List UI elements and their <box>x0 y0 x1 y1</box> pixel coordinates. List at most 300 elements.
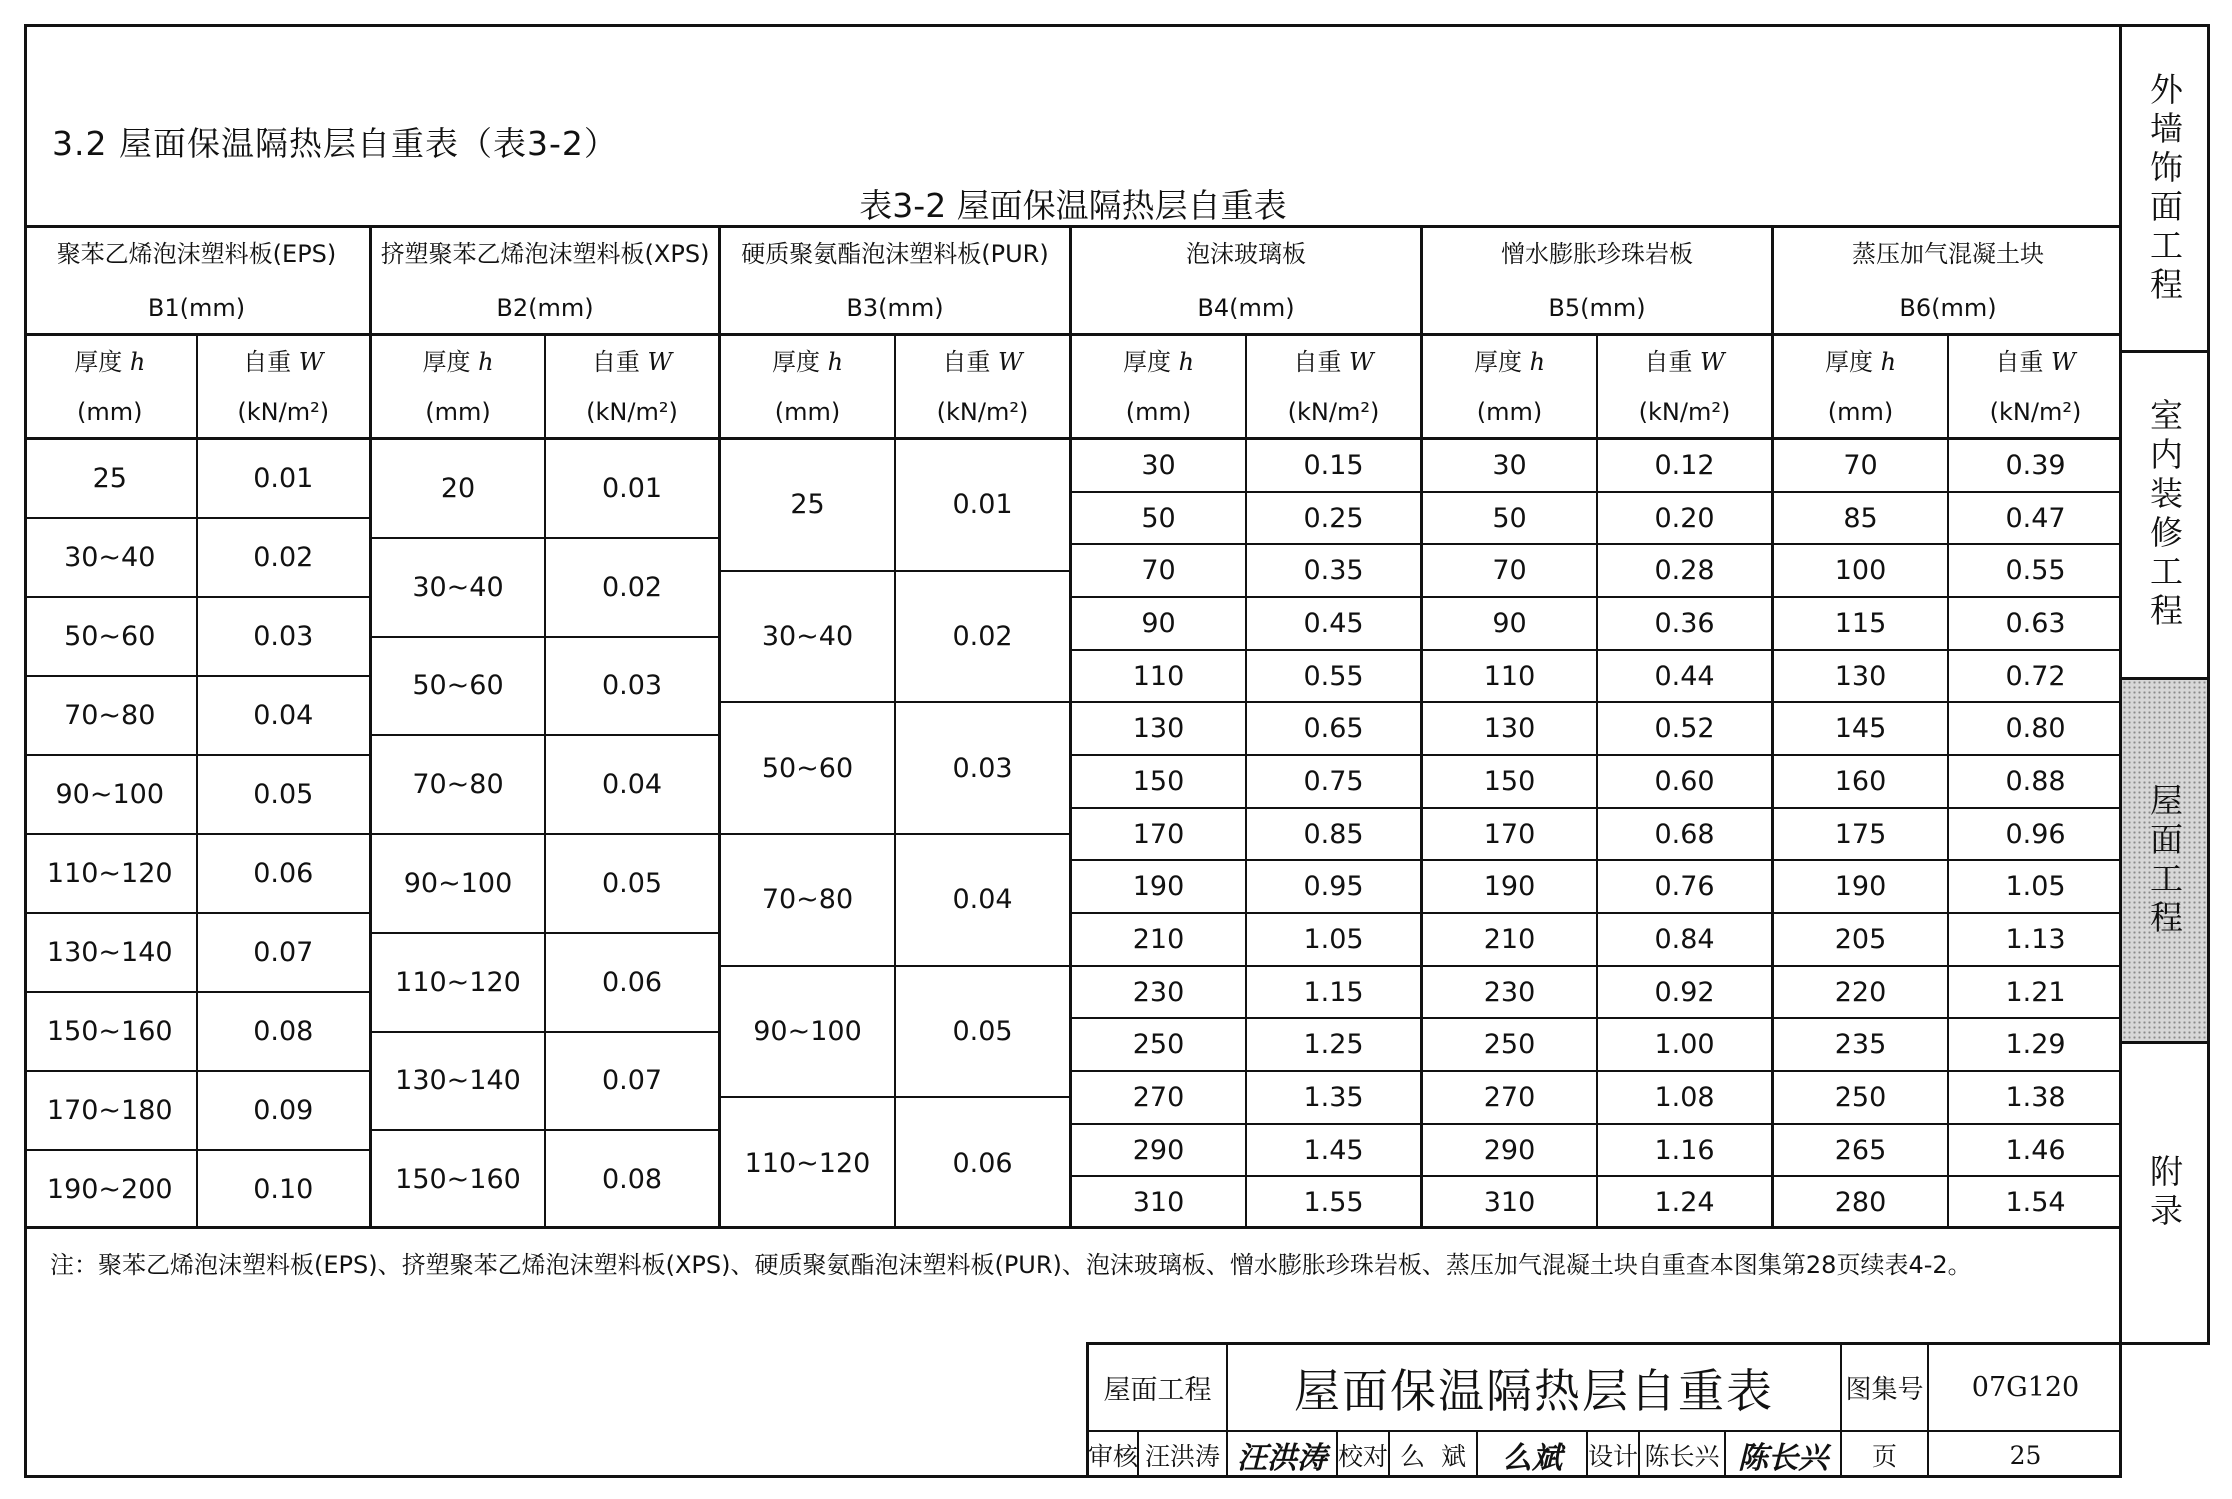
table-row <box>1774 1072 2122 1125</box>
material-group <box>372 228 721 1228</box>
thickness-cell: 145 <box>1774 703 1949 754</box>
weight-label: 自重 W <box>942 347 1023 376</box>
thickness-cell: 190 <box>1072 861 1247 912</box>
table-row <box>1072 914 1420 967</box>
material-code: B1(mm) <box>147 293 246 322</box>
table-row <box>24 440 369 519</box>
table-row <box>1072 861 1420 914</box>
weight-label: 自重 W <box>1293 347 1374 376</box>
table-row <box>1774 1019 2122 1072</box>
weight-unit: (kN/m²) <box>1989 397 2082 426</box>
side-tab[interactable] <box>2122 1044 2207 1342</box>
weight-cell: 0.08 <box>601 1164 663 1196</box>
side-tab-label: 室内装修工程 <box>2145 398 2184 632</box>
thickness-unit: (mm) <box>1125 397 1192 426</box>
table-row <box>372 835 718 934</box>
weight-cell: 0.07 <box>601 1065 663 1097</box>
table-row <box>372 638 718 737</box>
table-row <box>24 756 369 835</box>
weight-cell: 0.39 <box>2005 449 2066 481</box>
thickness-label: 厚度 h <box>422 347 494 376</box>
table-row <box>372 934 718 1033</box>
weight-cell: 0.20 <box>1654 502 1715 534</box>
table-row <box>372 1131 718 1228</box>
material-group <box>1072 228 1423 1228</box>
material-code: B6(mm) <box>1899 293 1997 322</box>
thickness-cell: 25 <box>721 440 896 570</box>
table-row <box>1072 809 1420 862</box>
weight-cell: 0.25 <box>1303 502 1364 534</box>
thickness-cell: 30~40 <box>24 519 198 596</box>
table-row <box>1072 1072 1420 1125</box>
thickness-cell: 130 <box>1423 703 1598 754</box>
section-title: 3.2 屋面保温隔热层自重表（表3-2） <box>52 124 618 163</box>
tb-design-label: 设计 <box>1588 1432 1640 1478</box>
thickness-cell: 190 <box>1423 861 1598 912</box>
table-row <box>24 914 369 993</box>
table-row <box>24 835 369 914</box>
thickness-cell: 310 <box>1072 1177 1247 1228</box>
thickness-cell: 150 <box>1072 756 1247 807</box>
table-row <box>1423 1072 1771 1125</box>
weight-cell: 1.15 <box>1303 976 1364 1008</box>
table-row <box>372 736 718 835</box>
table-row <box>1072 1019 1420 1072</box>
weight-header <box>896 336 1069 437</box>
tb-review-label: 审核 <box>1089 1432 1139 1478</box>
side-tab[interactable] <box>2122 680 2207 1044</box>
column-headers <box>1774 336 2122 440</box>
weight-cell: 0.85 <box>1303 818 1364 850</box>
table-row <box>721 967 1069 1099</box>
table-row <box>372 1033 718 1132</box>
tb-check-signature: 么斌 <box>1478 1432 1588 1478</box>
title-block-top-row <box>1089 1345 2122 1432</box>
thickness-cell: 220 <box>1774 967 1949 1018</box>
material-group <box>24 228 372 1228</box>
table-row <box>1072 756 1420 809</box>
weight-label: 自重 W <box>1644 347 1725 376</box>
weight-unit: (kN/m²) <box>1638 397 1731 426</box>
data-rows <box>1774 440 2122 1228</box>
weight-cell: 0.44 <box>1654 660 1715 692</box>
table-row <box>1072 967 1420 1020</box>
table-row <box>1774 598 2122 651</box>
tb-atlas-label: 图集号 <box>1842 1345 1929 1430</box>
table-row <box>372 440 718 539</box>
weight-cell: 0.45 <box>1303 607 1364 639</box>
weight-cell: 1.05 <box>1303 923 1364 955</box>
thickness-cell: 70~80 <box>372 736 546 833</box>
thickness-header <box>1423 336 1598 437</box>
table-row <box>1423 914 1771 967</box>
weight-cell: 0.65 <box>1303 713 1364 745</box>
table-grid <box>24 225 2122 1228</box>
table-row <box>1423 1177 1771 1228</box>
column-headers <box>721 336 1069 440</box>
thickness-cell: 210 <box>1423 914 1598 965</box>
tb-designer: 陈长兴 <box>1640 1432 1726 1478</box>
thickness-unit: (mm) <box>774 397 841 426</box>
weight-cell: 0.95 <box>1303 871 1364 903</box>
thickness-cell: 190 <box>1774 861 1949 912</box>
material-name: 挤塑聚苯乙烯泡沫塑料板(XPS) <box>380 239 710 268</box>
thickness-cell: 70 <box>1423 545 1598 596</box>
thickness-cell: 250 <box>1774 1072 1949 1123</box>
weight-cell: 0.04 <box>952 884 1013 916</box>
group-header <box>721 228 1069 336</box>
table-row <box>1072 545 1420 598</box>
table-title: 表3-2 屋面保温隔热层自重表 <box>859 186 1287 225</box>
weight-unit: (kN/m²) <box>1287 397 1380 426</box>
thickness-label: 厚度 h <box>1824 347 1897 376</box>
weight-label: 自重 W <box>591 347 673 376</box>
thickness-label: 厚度 h <box>74 347 146 376</box>
thickness-cell: 290 <box>1423 1125 1598 1176</box>
thickness-unit: (mm) <box>77 397 143 426</box>
table-row <box>1072 1177 1420 1228</box>
material-group <box>1774 228 2122 1228</box>
weight-cell: 0.09 <box>253 1095 314 1126</box>
table-row <box>1072 598 1420 651</box>
thickness-cell: 205 <box>1774 914 1949 965</box>
thickness-cell: 90 <box>1072 598 1247 649</box>
weight-cell: 0.96 <box>2005 818 2066 850</box>
table-row <box>1423 1125 1771 1178</box>
weight-cell: 0.60 <box>1654 765 1715 797</box>
side-tab[interactable] <box>2122 353 2207 680</box>
weight-cell: 1.24 <box>1654 1187 1715 1219</box>
thickness-cell: 70 <box>1774 440 1949 491</box>
thickness-cell: 50 <box>1072 493 1247 544</box>
table-row <box>1423 967 1771 1020</box>
weight-cell: 0.10 <box>253 1174 314 1205</box>
thickness-cell: 30 <box>1072 440 1247 491</box>
thickness-header <box>24 336 198 437</box>
table-row <box>1774 967 2122 1020</box>
weight-cell: 0.06 <box>253 858 314 889</box>
thickness-cell: 150 <box>1423 756 1598 807</box>
thickness-cell: 160 <box>1774 756 1949 807</box>
thickness-cell: 90~100 <box>721 967 896 1097</box>
weight-cell: 1.55 <box>1303 1187 1364 1219</box>
weight-cell: 0.02 <box>253 542 314 573</box>
weight-cell: 0.88 <box>2005 765 2066 797</box>
column-headers <box>1072 336 1420 440</box>
table-row <box>1774 440 2122 493</box>
table-row <box>1072 440 1420 493</box>
thickness-cell: 115 <box>1774 598 1949 649</box>
table-row <box>1774 651 2122 704</box>
table-row <box>721 1098 1069 1228</box>
weight-cell: 0.01 <box>253 463 314 494</box>
weight-label: 自重 W <box>1995 347 2076 376</box>
thickness-cell: 30~40 <box>372 539 546 636</box>
thickness-cell: 50~60 <box>721 703 896 833</box>
thickness-cell: 265 <box>1774 1125 1949 1176</box>
group-header <box>1774 228 2122 336</box>
thickness-cell: 50~60 <box>372 638 546 735</box>
table-row <box>24 1072 369 1151</box>
tb-check-label: 校对 <box>1338 1432 1390 1478</box>
weight-cell: 0.01 <box>601 472 663 504</box>
weight-cell: 1.45 <box>1303 1134 1364 1166</box>
data-rows <box>24 440 369 1228</box>
table-row <box>1774 809 2122 862</box>
weight-cell: 0.55 <box>1303 660 1364 692</box>
thickness-cell: 290 <box>1072 1125 1247 1176</box>
group-header <box>1072 228 1420 336</box>
thickness-cell: 85 <box>1774 493 1949 544</box>
weight-cell: 1.35 <box>1303 1081 1364 1113</box>
weight-label: 自重 W <box>243 347 324 376</box>
thickness-header <box>1774 336 1949 437</box>
thickness-cell: 175 <box>1774 809 1949 860</box>
thickness-cell: 130 <box>1774 651 1949 702</box>
material-name: 憎水膨胀珍珠岩板 <box>1501 239 1693 268</box>
thickness-cell: 130~140 <box>372 1033 546 1130</box>
table-row <box>1774 861 2122 914</box>
thickness-cell: 70~80 <box>24 677 198 754</box>
weight-cell: 0.03 <box>952 752 1013 784</box>
thickness-cell: 190~200 <box>24 1151 198 1228</box>
side-tab-label: 外墙饰面工程 <box>2145 71 2184 306</box>
thickness-cell: 250 <box>1423 1019 1598 1070</box>
weight-cell: 0.15 <box>1303 449 1364 481</box>
tb-drawing-title: 屋面保温隔热层自重表 <box>1228 1345 1842 1430</box>
material-code: B2(mm) <box>496 293 594 322</box>
thickness-cell: 50 <box>1423 493 1598 544</box>
weight-cell: 0.04 <box>601 769 663 801</box>
table-row <box>1774 756 2122 809</box>
side-tab-label: 附录 <box>2145 1154 2184 1232</box>
table-row <box>24 519 369 598</box>
table-row <box>1774 914 2122 967</box>
table-row <box>1072 493 1420 546</box>
weight-cell: 0.76 <box>1654 871 1715 903</box>
table-row <box>721 572 1069 704</box>
weight-cell: 1.38 <box>2005 1081 2066 1113</box>
weight-cell: 1.16 <box>1654 1134 1715 1166</box>
weight-cell: 0.52 <box>1654 713 1715 745</box>
table-note: 注：聚苯乙烯泡沫塑料板(EPS)、挤塑聚苯乙烯泡沫塑料板(XPS)、硬质聚氨酯泡沫塑料板(PUR)、泡沫玻璃板、憎水膨胀珍珠岩板、蒸压加气混凝土块自重查本图集第28页续表4-2。 <box>24 1226 2122 1280</box>
title-block-bottom-row <box>1089 1432 2122 1478</box>
thickness-header <box>372 336 546 437</box>
weight-cell: 0.28 <box>1654 555 1715 587</box>
tb-checker: 么 斌 <box>1390 1432 1478 1478</box>
table-row <box>1072 651 1420 704</box>
table-row <box>721 835 1069 967</box>
thickness-cell: 280 <box>1774 1177 1949 1228</box>
thickness-cell: 110~120 <box>372 934 546 1031</box>
thickness-cell: 170 <box>1423 809 1598 860</box>
title-block <box>1086 1342 2122 1478</box>
thickness-cell: 110~120 <box>24 835 198 912</box>
thickness-cell: 230 <box>1072 967 1247 1018</box>
weight-cell: 0.12 <box>1654 449 1715 481</box>
thickness-cell: 250 <box>1072 1019 1247 1070</box>
table-row <box>1423 809 1771 862</box>
material-name: 聚苯乙烯泡沫塑料板(EPS) <box>56 239 337 268</box>
material-name: 蒸压加气混凝土块 <box>1852 239 2044 268</box>
weight-cell: 0.04 <box>253 700 314 731</box>
thickness-cell: 70 <box>1072 545 1247 596</box>
table-row <box>1423 861 1771 914</box>
material-code: B5(mm) <box>1548 293 1646 322</box>
weight-cell: 1.46 <box>2005 1134 2066 1166</box>
weight-cell: 1.29 <box>2005 1029 2066 1061</box>
thickness-cell: 90 <box>1423 598 1598 649</box>
weight-cell: 0.06 <box>601 966 663 998</box>
weight-cell: 0.05 <box>253 779 314 810</box>
thickness-cell: 270 <box>1423 1072 1598 1123</box>
thickness-cell: 90~100 <box>24 756 198 833</box>
weight-cell: 1.05 <box>2005 871 2066 903</box>
data-rows <box>721 440 1069 1228</box>
weight-header <box>1949 336 2122 437</box>
table-row <box>1423 1019 1771 1072</box>
weight-cell: 0.02 <box>601 571 663 603</box>
weight-cell: 0.36 <box>1654 607 1715 639</box>
thickness-cell: 150~160 <box>24 993 198 1070</box>
material-name: 泡沫玻璃板 <box>1186 239 1306 268</box>
weight-unit: (kN/m²) <box>586 397 678 426</box>
tb-review-signature: 汪洪涛 <box>1228 1432 1338 1478</box>
thickness-cell: 100 <box>1774 545 1949 596</box>
table-row <box>721 440 1069 572</box>
weight-cell: 0.07 <box>253 937 314 968</box>
table-row <box>1423 756 1771 809</box>
thickness-cell: 170~180 <box>24 1072 198 1149</box>
thickness-unit: (mm) <box>1827 397 1894 426</box>
weight-cell: 1.00 <box>1654 1029 1715 1061</box>
material-name: 硬质聚氨酯泡沫塑料板(PUR) <box>741 239 1049 268</box>
table-row <box>24 677 369 756</box>
table-row <box>1774 545 2122 598</box>
material-code: B3(mm) <box>846 293 944 322</box>
thickness-cell: 270 <box>1072 1072 1247 1123</box>
table-row <box>24 1151 369 1228</box>
column-headers <box>372 336 718 440</box>
tb-page-label: 页 <box>1842 1432 1929 1478</box>
weight-cell: 0.05 <box>952 1016 1013 1048</box>
weight-cell: 0.01 <box>952 489 1013 521</box>
weight-header <box>546 336 718 437</box>
thickness-cell: 150~160 <box>372 1131 546 1228</box>
thickness-cell: 90~100 <box>372 835 546 932</box>
weight-cell: 1.21 <box>2005 976 2066 1008</box>
weight-cell: 1.25 <box>1303 1029 1364 1061</box>
thickness-cell: 20 <box>372 440 546 537</box>
material-group <box>721 228 1072 1228</box>
side-tab[interactable] <box>2122 27 2207 353</box>
thickness-cell: 110 <box>1423 651 1598 702</box>
table-row <box>1774 703 2122 756</box>
weight-cell: 0.80 <box>2005 713 2066 745</box>
table-row <box>1423 545 1771 598</box>
weight-cell: 0.68 <box>1654 818 1715 850</box>
table-row <box>372 539 718 638</box>
thickness-cell: 30 <box>1423 440 1598 491</box>
weight-cell: 0.72 <box>2005 660 2066 692</box>
weight-header <box>198 336 370 437</box>
weight-header <box>1598 336 1771 437</box>
weight-cell: 0.55 <box>2005 555 2066 587</box>
thickness-unit: (mm) <box>1476 397 1543 426</box>
table-row <box>1774 1125 2122 1178</box>
table-row <box>721 703 1069 835</box>
thickness-cell: 70~80 <box>721 835 896 965</box>
data-rows <box>1423 440 1771 1228</box>
weight-cell: 1.54 <box>2005 1187 2066 1219</box>
thickness-cell: 210 <box>1072 914 1247 965</box>
material-group <box>1423 228 1774 1228</box>
thickness-cell: 170 <box>1072 809 1247 860</box>
table-row <box>1072 1125 1420 1178</box>
thickness-label: 厚度 h <box>771 347 844 376</box>
weight-cell: 0.03 <box>253 621 314 652</box>
thickness-cell: 110 <box>1072 651 1247 702</box>
thickness-cell: 30~40 <box>721 572 896 702</box>
weight-cell: 0.92 <box>1654 976 1715 1008</box>
tb-reviewer: 汪洪涛 <box>1139 1432 1228 1478</box>
table-row <box>24 993 369 1072</box>
thickness-unit: (mm) <box>425 397 491 426</box>
table-row <box>1423 703 1771 756</box>
weight-cell: 0.02 <box>952 621 1013 652</box>
tb-atlas-no: 07G120 <box>1971 1372 2080 1403</box>
table-row <box>1423 493 1771 546</box>
group-header <box>1423 228 1771 336</box>
table-row <box>24 598 369 677</box>
weight-unit: (kN/m²) <box>936 397 1029 426</box>
weight-cell: 0.05 <box>601 867 663 899</box>
thickness-cell: 25 <box>24 440 198 517</box>
table-row <box>1774 1177 2122 1228</box>
thickness-cell: 310 <box>1423 1177 1598 1228</box>
data-rows <box>1072 440 1420 1228</box>
weight-cell: 0.06 <box>952 1147 1013 1179</box>
data-rows <box>372 440 718 1228</box>
thickness-cell: 235 <box>1774 1019 1949 1070</box>
material-code: B4(mm) <box>1197 293 1295 322</box>
weight-cell: 0.63 <box>2005 607 2066 639</box>
group-header <box>372 228 718 336</box>
thickness-cell: 230 <box>1423 967 1598 1018</box>
side-tabs <box>2122 24 2210 1345</box>
table-row <box>1423 440 1771 493</box>
thickness-label: 厚度 h <box>1473 347 1546 376</box>
tb-category: 屋面工程 <box>1089 1345 1228 1430</box>
thickness-label: 厚度 h <box>1122 347 1195 376</box>
weight-cell: 1.13 <box>2005 923 2066 955</box>
weight-cell: 0.47 <box>2005 502 2066 534</box>
table-row <box>1423 651 1771 704</box>
table-row <box>1774 493 2122 546</box>
thickness-header <box>1072 336 1247 437</box>
weight-cell: 0.03 <box>601 670 663 702</box>
column-headers <box>1423 336 1771 440</box>
weight-cell: 0.08 <box>253 1016 314 1047</box>
weight-cell: 1.08 <box>1654 1081 1715 1113</box>
thickness-cell: 110~120 <box>721 1098 896 1228</box>
thickness-header <box>721 336 896 437</box>
weight-cell: 0.75 <box>1303 765 1364 797</box>
table-row <box>1072 703 1420 756</box>
thickness-cell: 50~60 <box>24 598 198 675</box>
thickness-cell: 130 <box>1072 703 1247 754</box>
group-header <box>24 228 369 336</box>
